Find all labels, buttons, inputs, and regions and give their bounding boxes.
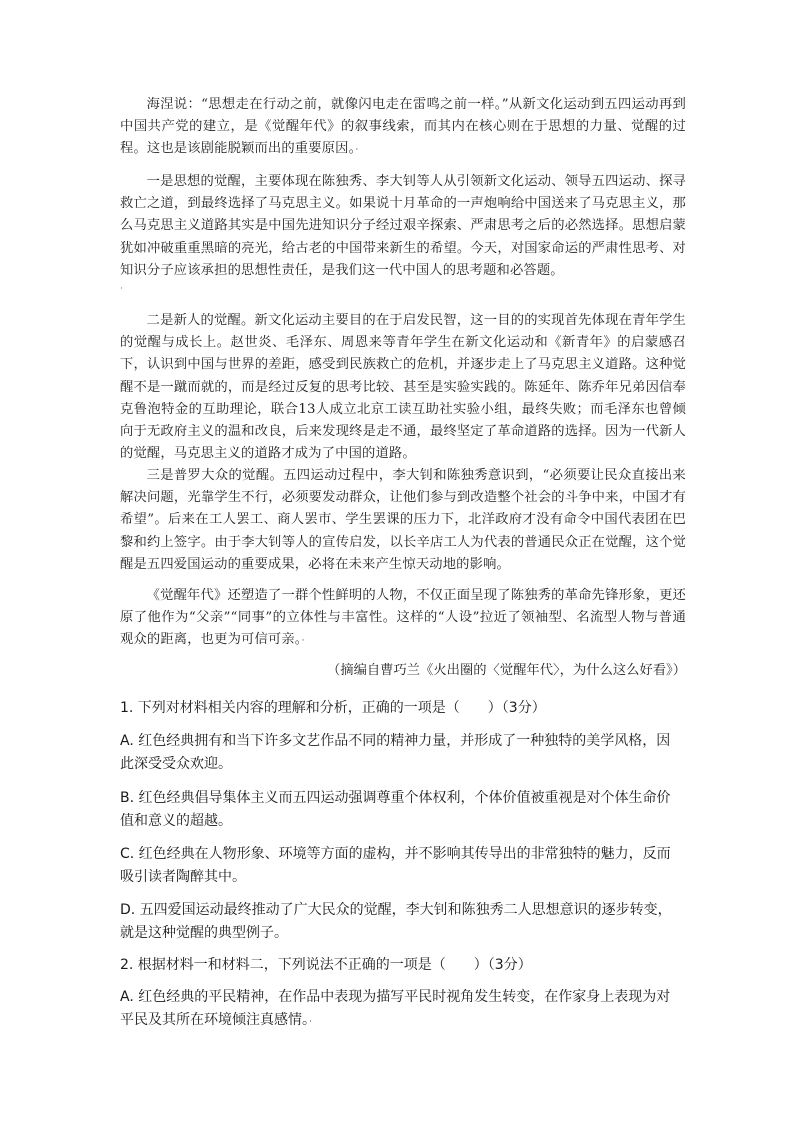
question-2-option-a (120, 986, 676, 1034)
stray-mark: · (120, 283, 123, 293)
passage-paragraph-4-text: 三是普罗大众的觉醒。五四运动过程中，李大钊和陈独秀意识到，“必须要让民众直接出来解决问题，光靠学生不行，必须要发动群众，让他们参与到改造整个社会的斗争中来，中国才有希望”。后来在工人罢工、商人罢市、学生罢课的压力下，北洋政府才没有命令中国代表团在巴黎和约上签字。由于李大钊等人的宣传启发，以长辛店工人为代表的普通民众正在觉醒，这个觉醒是五四爱国运动的重要成果，必将在未来产生惊天动地的影响。 (120, 468, 686, 572)
source-citation: （摘编自曹巧兰《火出圈的〈觉醒年代〉，为什么这么好看》） (326, 663, 686, 678)
passage-paragraph-1-text: 海涅说：“思想走在行动之前，就像闪电走在雷鸣之前一样。”从新文化运动到五四运动再到中国共产党的建立，是《觉醒年代》的叙事线索，而其内在核心则在于思想的力量、觉醒的过程。这也是该剧能脱颖而出的重要原因。 (120, 97, 686, 157)
passage-paragraph-1 (120, 94, 686, 162)
question-1-option-d: D. 五四爱国运动最终推动了广大民众的觉醒，李大钊和陈独秀二人思想意识的逐步转变，就是这种觉醒的典型例子。 (120, 902, 672, 941)
question-1-option-b: B. 红色经典倡导集体主义而五四运动强调尊重个体权利，个体价值被重视是对个体生命价值和意义的超越。 (120, 790, 671, 829)
passage-paragraph-5 (120, 585, 686, 653)
passage-paragraph-2 (120, 171, 686, 282)
paragraph-end-mark: · (309, 1017, 312, 1027)
question-2-option-a-text: A. 红色经典的平民精神，在作品中表现为描写平民时视角发生转变，在作家身上表现为对平民及其所在环境倾注真感情。 (120, 989, 671, 1028)
paragraph-end-mark: · (301, 636, 305, 647)
passage-paragraph-3 (120, 310, 686, 465)
question-1-option-a: A. 红色经典拥有和当下许多文艺作品不同的精神力量，并形成了一种独特的美学风格，因此深受受众欢迎。 (120, 733, 671, 772)
paragraph-end-mark: · (355, 145, 359, 156)
passage-paragraph-2-text: 一是思想的觉醒，主要体现在陈独秀、李大钊等人从引领新文化运动、领导五四运动、探寻救亡之道，到最终选择了马克思主义。如果说十月革命的一声炮响给中国送来了马克思主义，那么马克思主义道路其实是中国先进知识分子经过艰辛探索、严肃思考之后的必然选择。思想启蒙犹如冲破重重黑暗的亮光，给古老的中国带来新生的希望。今天，对国家命运的严肃性思考、对知识分子应该承担的思想性责任，是我们这一代中国人的思考题和必答题。 (120, 174, 686, 278)
passage-paragraph-5-text: 《觉醒年代》还塑造了一群个性鲜明的人物，不仅正面呈现了陈独秀的革命先锋形象，更还原了他作为“父亲”“同事”的立体性与丰富性。这样的“人设”拉近了领袖型、名流型人物与普通观众的距离，也更为可信可亲。 (120, 588, 686, 648)
question-2-stem: 2. 根据材料一和材料二，下列说法不正确的一项是（ ）（3分） (120, 957, 532, 973)
question-1-stem: 1. 下列对材料相关内容的理解和分析，正确的一项是（ ）（3分） (120, 700, 546, 716)
passage-paragraph-4 (120, 465, 686, 576)
question-1-option-c: C. 红色经典在人物形象、环境等方面的虚构，并不影响其传导出的非常独特的魅力，反而吸引读者陶醉其中。 (120, 846, 671, 885)
passage-paragraph-3-text: 二是新人的觉醒。新文化运动主要目的在于启发民智，这一目的的实现首先体现在青年学生的觉醒与成长上。赵世炎、毛泽东、周恩来等青年学生在新文化运动和《新青年》的启蒙感召下，认识到中国与世界的差距，感受到民族救亡的危机，并逐步走上了马克思主义道路。这种觉醒不是一蹴而就的，而是经过反复的思考比较、甚至是实验实践的。陈延年、陈乔年兄弟因信奉克鲁泡特金的互助理论，联合13人成立北京工读互助社实验小组，最终失败；而毛泽东也曾倾向于无政府主义的温和改良，后来发现终是走不通，最终坚定了革命道路的选择。因为一代新人的觉醒，马克思主义的道路才成为了中国的道路。 (120, 313, 686, 462)
